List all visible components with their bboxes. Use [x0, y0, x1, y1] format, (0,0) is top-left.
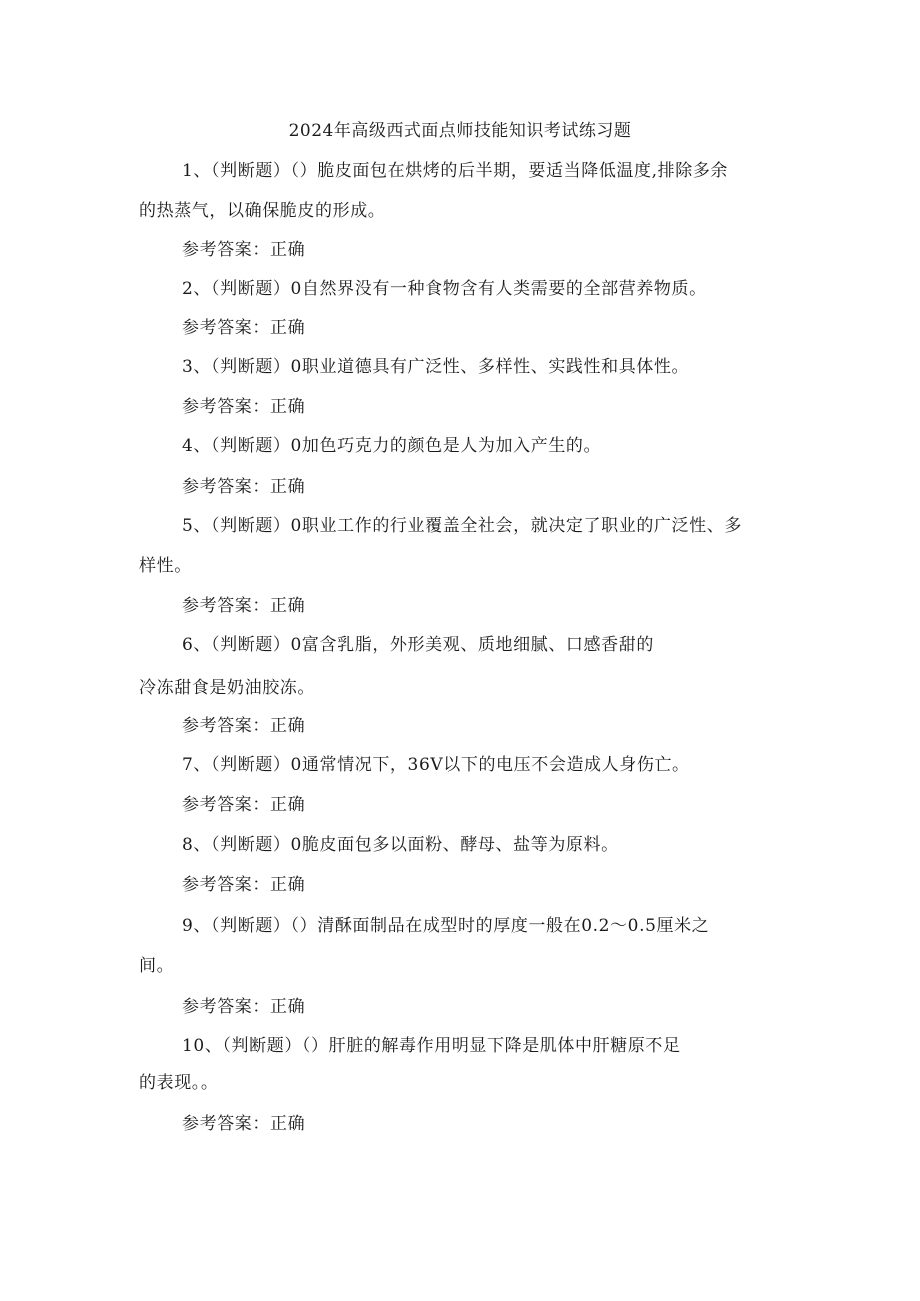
question-1-text-cont: 的热蒸气，以确保脆皮的形成。 [139, 201, 386, 221]
answer-9: 参考答案：正确 [182, 997, 306, 1017]
question-9-text: 9、（判断题）（）清酥面制品在成型时的厚度一般在0.2～0.5厘米之 [182, 916, 710, 936]
question-3-text: 3、（判断题）0职业道德具有广泛性、多样性、实践性和具体性。 [182, 357, 690, 377]
answer-6: 参考答案：正确 [182, 716, 306, 736]
question-10-text-cont: 的表现。。 [139, 1073, 219, 1093]
answer-7: 参考答案：正确 [182, 795, 306, 815]
answer-3: 参考答案：正确 [182, 397, 306, 417]
question-5-text: 5、（判断题）0职业工作的行业覆盖全社会，就决定了职业的广泛性、多 [182, 516, 742, 536]
question-4-text: 4、（判断题）0加色巧克力的颜色是人为加入产生的。 [182, 436, 602, 456]
question-6-text: 6、（判断题）0富含乳脂，外形美观、质地细腻、口感香甜的 [182, 635, 654, 655]
answer-10: 参考答案：正确 [182, 1114, 306, 1134]
question-8-text: 8、（判断题）0脆皮面包多以面粉、酵母、盐等为原料。 [182, 835, 619, 855]
question-1-text: 1、（判断题）（）脆皮面包在烘烤的后半期，要适当降低温度,排除多余 [182, 161, 729, 181]
answer-8: 参考答案：正确 [182, 875, 306, 895]
question-6-text-cont: 冷冻甜食是奶油胶冻。 [139, 678, 315, 698]
answer-4: 参考答案：正确 [182, 477, 306, 497]
answer-5: 参考答案：正确 [182, 596, 306, 616]
document-title: 2024年高级西式面点师技能知识考试练习题 [288, 121, 632, 141]
question-5-text-cont: 样性。 [139, 556, 192, 576]
question-10-text: 10、（判断题）（）肝脏的解毒作用明显下降是肌体中肝糖原不足 [182, 1036, 681, 1056]
question-7-text: 7、（判断题）0通常情况下，36V以下的电压不会造成人身伤亡。 [182, 755, 690, 775]
answer-1: 参考答案：正确 [182, 240, 306, 260]
question-9-text-cont: 间。 [139, 956, 175, 976]
question-2-text: 2、（判断题）0自然界没有一种食物含有人类需要的全部营养物质。 [182, 279, 707, 299]
answer-2: 参考答案：正确 [182, 318, 306, 338]
